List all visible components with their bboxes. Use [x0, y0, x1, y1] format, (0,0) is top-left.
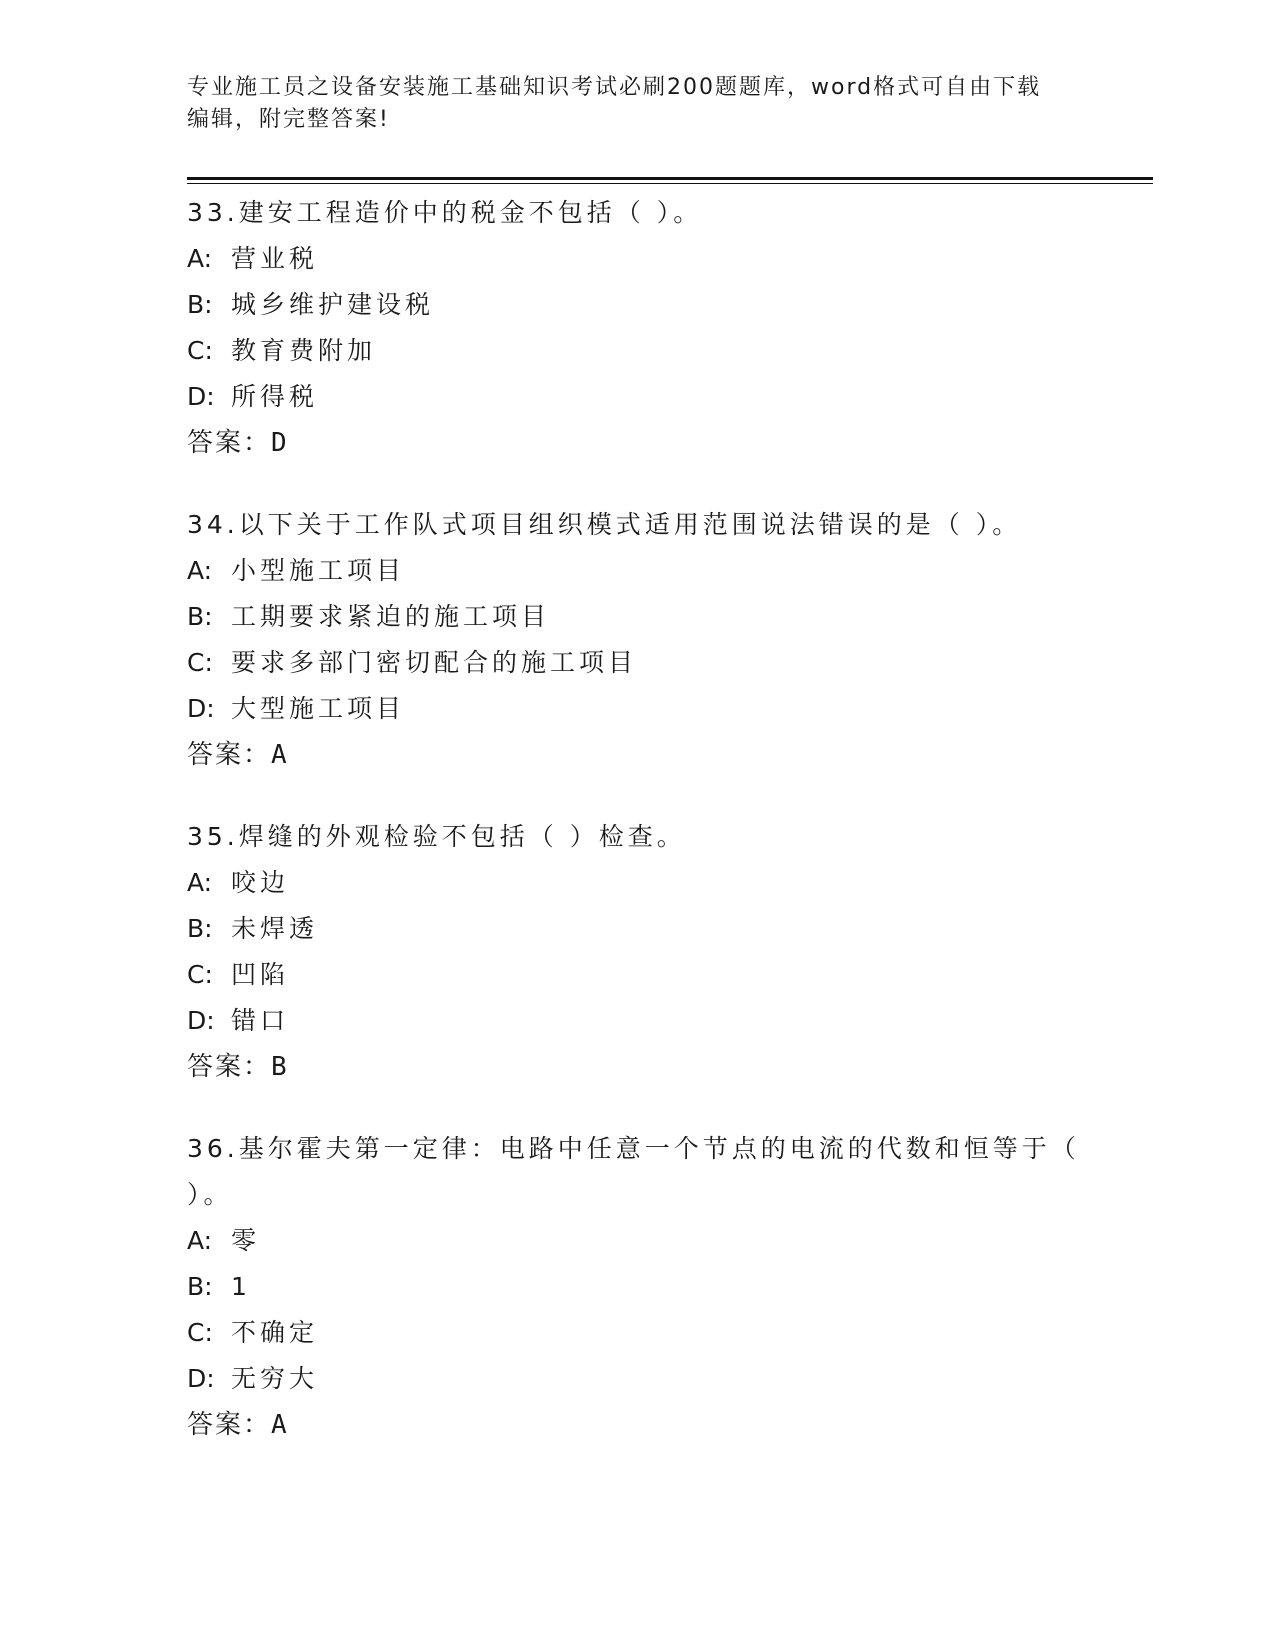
question-36 — [187, 1126, 1087, 1448]
option-key: A: — [187, 244, 213, 273]
option-a — [187, 1218, 1087, 1264]
header-line-2: 编辑，附完整答案! — [187, 107, 390, 132]
option-text: 要求多部门密切配合的施工项目 — [231, 648, 638, 677]
question-text: 36.基尔霍夫第一定律：电路中任意一个节点的电流的代数和恒等于（ ）。 — [187, 1134, 1080, 1209]
option-key: C: — [187, 336, 213, 365]
option-key: D: — [187, 1006, 215, 1035]
option-text: 未焊透 — [231, 914, 319, 943]
header-divider-thick — [187, 177, 1153, 180]
question-text: 34.以下关于工作队式项目组织模式适用范围说法错误的是（ ）。 — [187, 510, 1022, 539]
answer-value: B — [271, 1052, 287, 1082]
option-text: 教育费附加 — [231, 336, 377, 365]
option-c — [187, 952, 1087, 998]
option-c — [187, 328, 1087, 374]
answer-value: A — [271, 1410, 287, 1440]
answer-label: 答案： — [187, 428, 272, 458]
option-key: D: — [187, 1364, 215, 1393]
option-key: B: — [187, 1272, 213, 1301]
question-34 — [187, 502, 1087, 778]
option-text: 不确定 — [231, 1318, 319, 1347]
answer-line — [187, 1402, 1087, 1448]
option-text: 咬边 — [231, 868, 290, 897]
option-text: 城乡维护建设税 — [231, 290, 435, 319]
option-text: 营业税 — [231, 244, 319, 273]
option-d — [187, 1356, 1087, 1402]
option-key: C: — [187, 648, 213, 677]
option-a — [187, 860, 1087, 906]
answer-label: 答案： — [187, 740, 272, 770]
answer-value: D — [271, 428, 287, 458]
option-key: B: — [187, 290, 213, 319]
option-key: A: — [187, 1226, 213, 1255]
option-text: 错口 — [231, 1006, 290, 1035]
document-header — [187, 72, 1067, 136]
option-b — [187, 282, 1087, 328]
option-d — [187, 374, 1087, 420]
option-d — [187, 686, 1087, 732]
option-c — [187, 1310, 1087, 1356]
question-33 — [187, 190, 1087, 466]
answer-line — [187, 732, 1087, 778]
question-list — [187, 190, 1087, 1484]
answer-line — [187, 420, 1087, 466]
option-b — [187, 594, 1087, 640]
answer-label: 答案： — [187, 1410, 272, 1440]
option-a — [187, 548, 1087, 594]
option-text: 1 — [231, 1272, 251, 1301]
question-35 — [187, 814, 1087, 1090]
option-key: D: — [187, 694, 215, 723]
option-text: 小型施工项目 — [231, 556, 406, 585]
option-text: 零 — [231, 1226, 261, 1255]
option-key: B: — [187, 914, 213, 943]
option-text: 凹陷 — [231, 960, 290, 989]
answer-line — [187, 1044, 1087, 1090]
option-text: 无穷大 — [231, 1364, 319, 1393]
option-key: B: — [187, 602, 213, 631]
header-line-1: 专业施工员之设备安装施工基础知识考试必刷200题题库，word格式可自由下载 — [187, 75, 1042, 100]
option-c — [187, 640, 1087, 686]
option-d — [187, 998, 1087, 1044]
answer-value: A — [271, 740, 287, 770]
question-text: 33.建安工程造价中的税金不包括（ ）。 — [187, 198, 703, 227]
option-key: A: — [187, 868, 213, 897]
option-key: C: — [187, 1318, 213, 1347]
header-divider-thin — [187, 183, 1153, 184]
option-text: 所得税 — [231, 382, 319, 411]
answer-label: 答案： — [187, 1052, 272, 1082]
option-key: D: — [187, 382, 215, 411]
question-text: 35.焊缝的外观检验不包括（ ）检查。 — [187, 822, 686, 851]
option-text: 大型施工项目 — [231, 694, 406, 723]
option-text: 工期要求紧迫的施工项目 — [231, 602, 551, 631]
option-b — [187, 1264, 1087, 1310]
option-key: A: — [187, 556, 213, 585]
option-a — [187, 236, 1087, 282]
option-b — [187, 906, 1087, 952]
option-key: C: — [187, 960, 213, 989]
